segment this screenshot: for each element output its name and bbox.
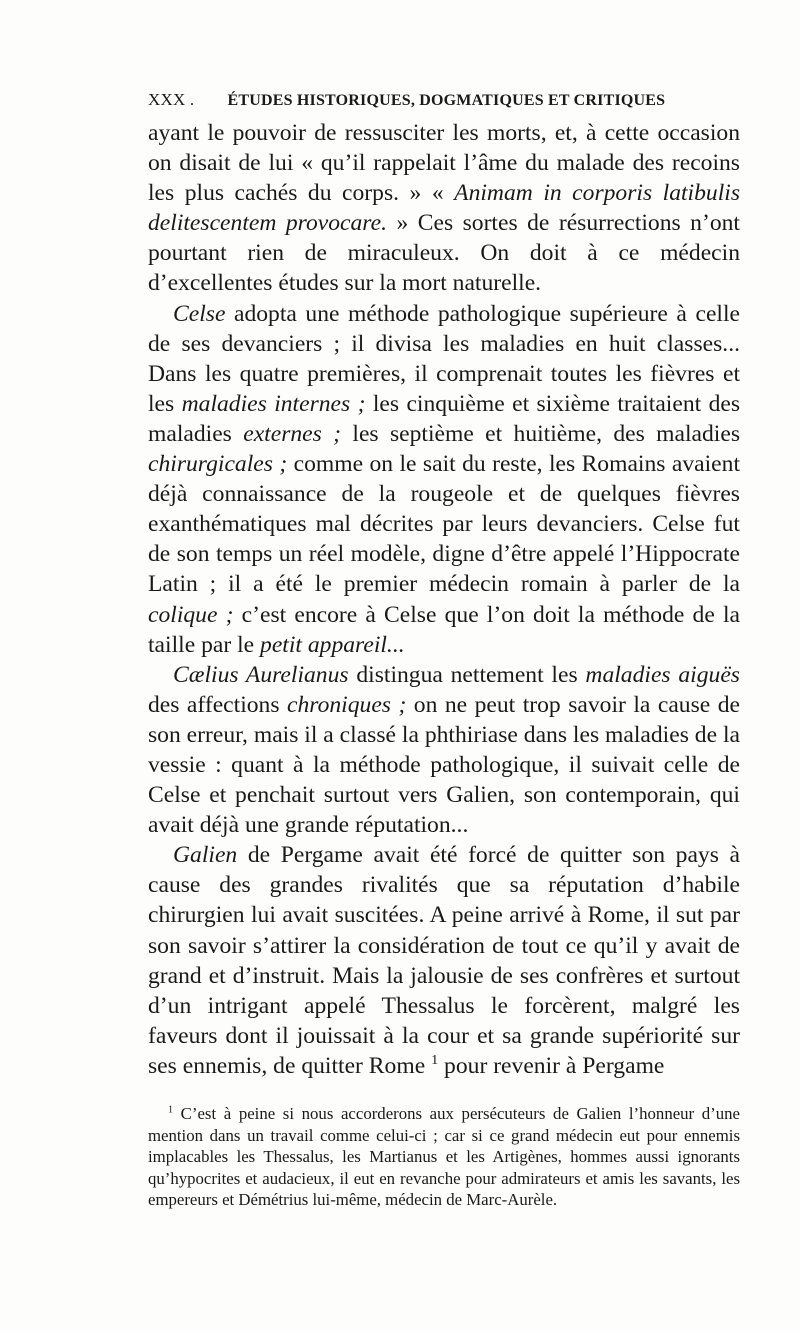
footnote-text: $^1$ C’est à peine si nous accorderons aux persécuteurs de Galien l’honneur d’une mention dans un travail comme celui-ci ; car si ce grand médecin eut pour ennemis implacables les Thessalus, les Martianus et les Artigènes, hommes aussi ignorants qu’hypocrites et audacieux, il eut en revanche pour admirateurs et amis les savants, les empereurs et Démétrius lui-même, médecin de Marc-Aurèle.: [148, 1104, 740, 1210]
running-head: [148, 90, 748, 110]
italic-text: maladies aiguës: [585, 661, 740, 688]
footnote-marker: 1: [168, 1104, 174, 1116]
italic-text: Cælius Aurelianus: [173, 661, 349, 688]
italic-text: Celse: [173, 300, 226, 327]
text-run: pour revenir à Pergame: [438, 1052, 665, 1079]
italic-text: Galien: [173, 842, 238, 869]
paragraph: [148, 660, 740, 841]
text-run: adopta une méthode pathologique supérieure à celle de ses devanciers ; il divisa les maladies en huit classes... Dans les quatre premières, il comprenait toutes les fièvres et les: [148, 300, 740, 417]
italic-text: maladies internes ;: [181, 390, 366, 417]
paragraph: [148, 299, 740, 660]
paragraph: [148, 118, 740, 299]
italic-text: colique ;: [148, 601, 234, 628]
text-run: ayant le pouvoir de ressusciter les morts, et, à cette occasion on disait de lui « qu’il rappelait l’âme du malade des recoins les plus cachés du corps. » «: [148, 120, 740, 207]
paragraph: [148, 840, 740, 1081]
italic-text: externes ;: [243, 420, 342, 447]
text-run: c’est encore à Celse que l’on doit la méthode de la taille par le: [148, 601, 740, 658]
text-run: des affections: [148, 691, 287, 718]
text-run: distingua nettement les: [348, 661, 586, 688]
italic-text: Animam in corporis latibulis delitescentem provocare.: [148, 180, 741, 237]
page-number: XXX .: [148, 90, 195, 109]
text-run: on ne peut trop savoir la cause de son erreur, mais il a classé la phthiriase dans les maladies de la vessie : quant à la méthode pathologique, il suivait celle de Celse et penchait surtout vers Galien, son contemporain, qui avait déjà une grande réputation...: [148, 691, 740, 839]
footnote-reference: 1: [431, 1052, 439, 1069]
text-run: comme on le sait du reste, les Romains avaient déjà connaissance de la rougeole et de quelques fièvres exanthématiques mal décrites par leurs devanciers. Celse fut de son temps un réel modèle, digne d’être appelé l’Hippocrate Latin ; il a été le premier médecin romain à parler de la: [148, 451, 740, 598]
text-run: de Pergame avait été forcé de quitter son pays à cause des grandes rivalités que sa réputation d’habile chirurgien lui avait suscitées. A peine arrivé à Rome, il sut par son savoir s’attirer la considération de tout ce qu’il y avait de grand et d’instruit. Mais la jalousie de ses confrères et surtout d’un intrigant appelé Thessalus le forcèrent, malgré les faveurs dont il jouissait à la cour et sa grande supériorité sur ses ennemis, de quitter Rome: [148, 842, 740, 1079]
text-run: » Ces sortes de résurrections n’ont pourtant rien de miraculeux. On doit à ce médecin d’excellentes études sur la mort naturelle.: [148, 210, 740, 297]
italic-text: chroniques ;: [287, 691, 407, 718]
italic-text: petit appareil...: [260, 631, 405, 658]
text-run: les cinquième et sixième traitaient des maladies: [148, 390, 741, 447]
italic-text: chirurgicales ;: [148, 451, 288, 478]
text-run: les septième et huitième, des maladies: [341, 420, 740, 447]
running-head-title: ÉTUDES HISTORIQUES, DOGMATIQUES ET CRITIQUES: [227, 92, 666, 109]
body-text: [148, 118, 740, 1081]
footnote: [148, 1103, 740, 1211]
